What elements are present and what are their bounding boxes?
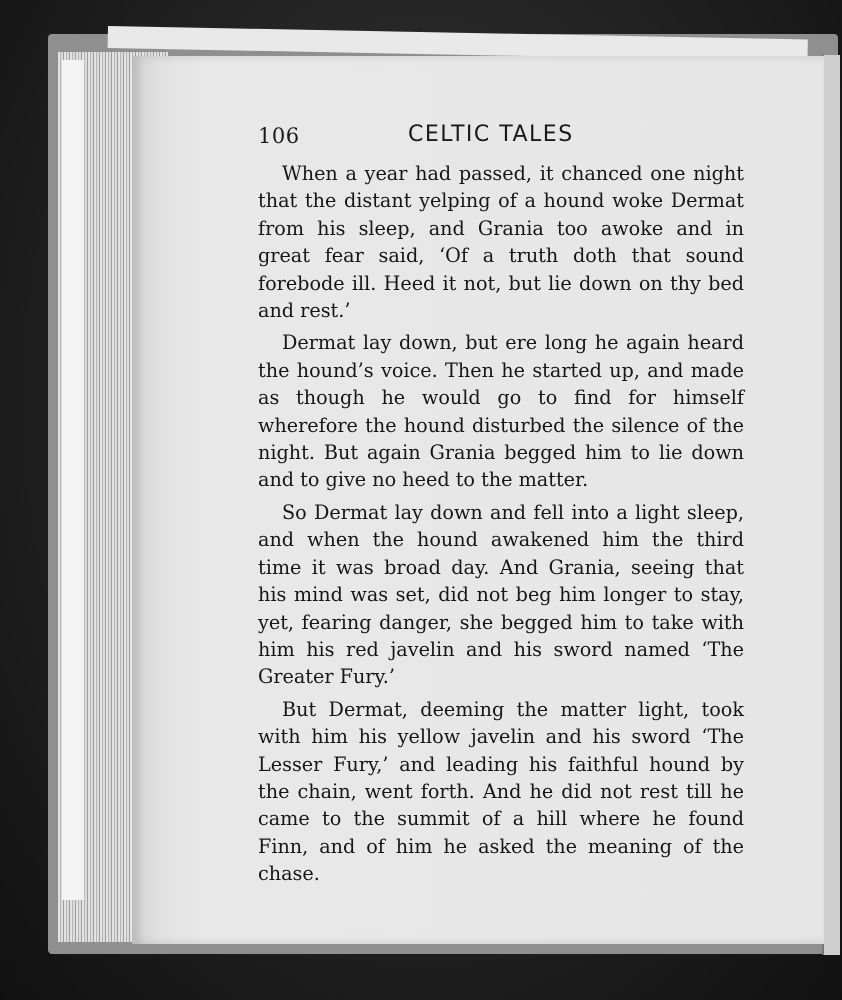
loose-page-edge <box>62 60 85 900</box>
page-header <box>258 120 758 156</box>
page-number: 106 <box>258 124 300 148</box>
facing-page-edge <box>822 55 840 955</box>
paragraph: Dermat lay down, but ere long he again heard the hound’s voice. Then he started up, and made as though he would go to find for himself wherefore the hound disturbed the silence of the night. But again Grania begged him to lie down and to give no heed to the matter. <box>258 331 744 492</box>
paragraph: When a year had passed, it chanced one night that the distant yelping of a hound woke Dermat from his sleep, and Grania too awoke and in great fear said, ‘Of a truth doth that sound forebode ill. Heed it not, but lie down on thy bed and rest.’ <box>258 162 744 323</box>
running-title: CELTIC TALES <box>408 122 574 147</box>
body-text <box>258 160 744 888</box>
paragraph: But Dermat, deeming the matter light, took with him his yellow javelin and his sword ‘The Lesser Fury,’ and leading his faithful hound by the chain, went forth. And he did not rest till he came to the summit of a hill where he found Finn, and of him he asked the meaning of the chase. <box>258 697 744 886</box>
paragraph: So Dermat lay down and fell into a light sleep, and when the hound awakened him the third time it was broad day. And Grania, seeing that his mind was set, did not beg him longer to stay, yet, fearing danger, she begged him to take with him his red javelin and his sword named ‘The Greater Fury.’ <box>258 500 744 689</box>
